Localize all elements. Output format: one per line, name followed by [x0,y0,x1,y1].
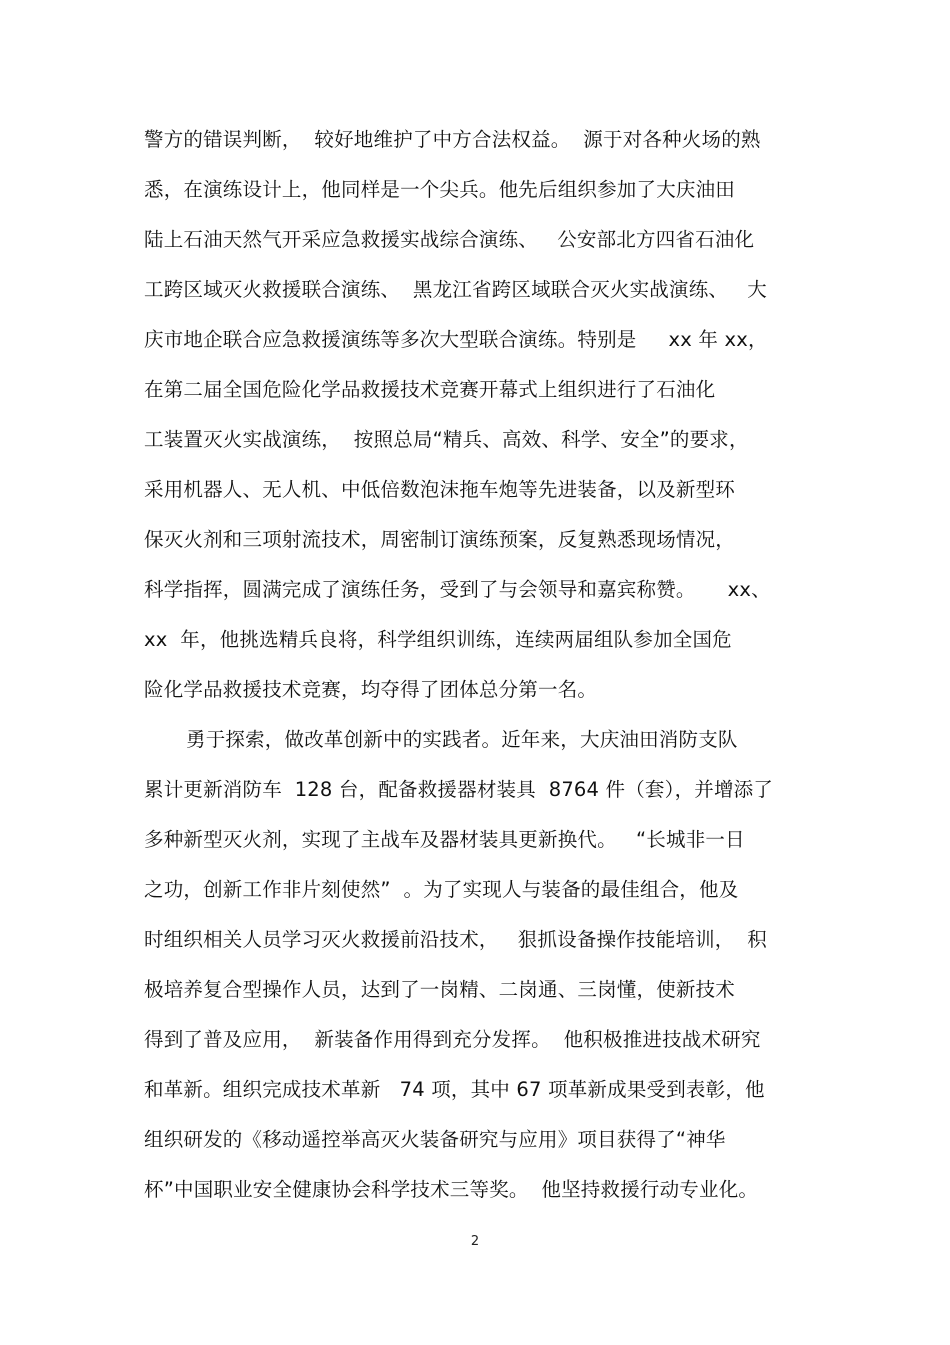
text-line: 和革新。组织完成技术革新 74 项，其中 67 项革新成果受到表彰，他 [144,1078,765,1101]
text-line: 陆上石油天然气开采应急救援实战综合演练、 公安部北方四省石油化 [144,228,755,251]
text-line: 组织研发的《移动遥控举高灭火装备研究与应用》项目获得了“神华 [144,1128,726,1151]
text-line: 杯”中国职业安全健康协会科学技术三等奖。 他坚持救援行动专业化。 [144,1178,759,1201]
text-line: 工装置灭火实战演练， 按照总局“精兵、高效、科学、安全”的要求， [144,428,749,451]
text-line: 得到了普及应用， 新装备作用得到充分发挥。 他积极推进技战术研究 [144,1028,761,1051]
text-line: 保灭火剂和三项射流技术，周密制订演练预案，反复熟悉现场情况， [144,528,736,551]
text-line: 时组织相关人员学习灭火救援前沿技术， 狠抓设备操作技能培训， 积 [144,928,767,951]
text-line: 警方的错误判断， 较好地维护了中方合法权益。 源于对各种火场的熟 [144,128,761,151]
text-line: 科学指挥，圆满完成了演练任务，受到了与会领导和嘉宾称赞。 xx、 [144,578,771,601]
text-line: 险化学品救援技术竞赛，均夺得了团体总分第一名。 [144,678,598,701]
text-line: 在第二届全国危险化学品救援技术竞赛开幕式上组织进行了石油化 [144,378,716,401]
text-line: 之功，创新工作非片刻使然” 。为了实现人与装备的最佳组合，他及 [144,878,739,901]
page-number: 2 [470,1234,480,1249]
text-line: xx 年，他挑选精兵良将，科学组织训练，连续两届组队参加全国危 [144,628,732,651]
text-line: 多种新型灭火剂，实现了主战车及器材装具更新换代。 “长城非一日 [144,828,745,851]
paragraph-first-line: 勇于探索，做改革创新中的实践者。近年来，大庆油田消防支队 [186,728,738,751]
text-line: 工跨区域灭火救援联合演练、 黑龙江省跨区域联合灭火实战演练、 大 [144,278,767,301]
text-line: 悉，在演练设计上，他同样是一个尖兵。他先后组织参加了大庆油田 [144,178,736,201]
text-line: 庆市地企联合应急救援演练等多次大型联合演练。特别是 xx 年 xx， [144,328,768,351]
text-line: 极培养复合型操作人员，达到了一岗精、二岗通、三岗懂，使新技术 [144,978,736,1001]
text-line: 采用机器人、无人机、中低倍数泡沫拖车炮等先进装备，以及新型环 [144,478,736,501]
text-line: 累计更新消防车 128 台，配备救援器材装具 8764 件（套），并增添了 [144,778,774,801]
